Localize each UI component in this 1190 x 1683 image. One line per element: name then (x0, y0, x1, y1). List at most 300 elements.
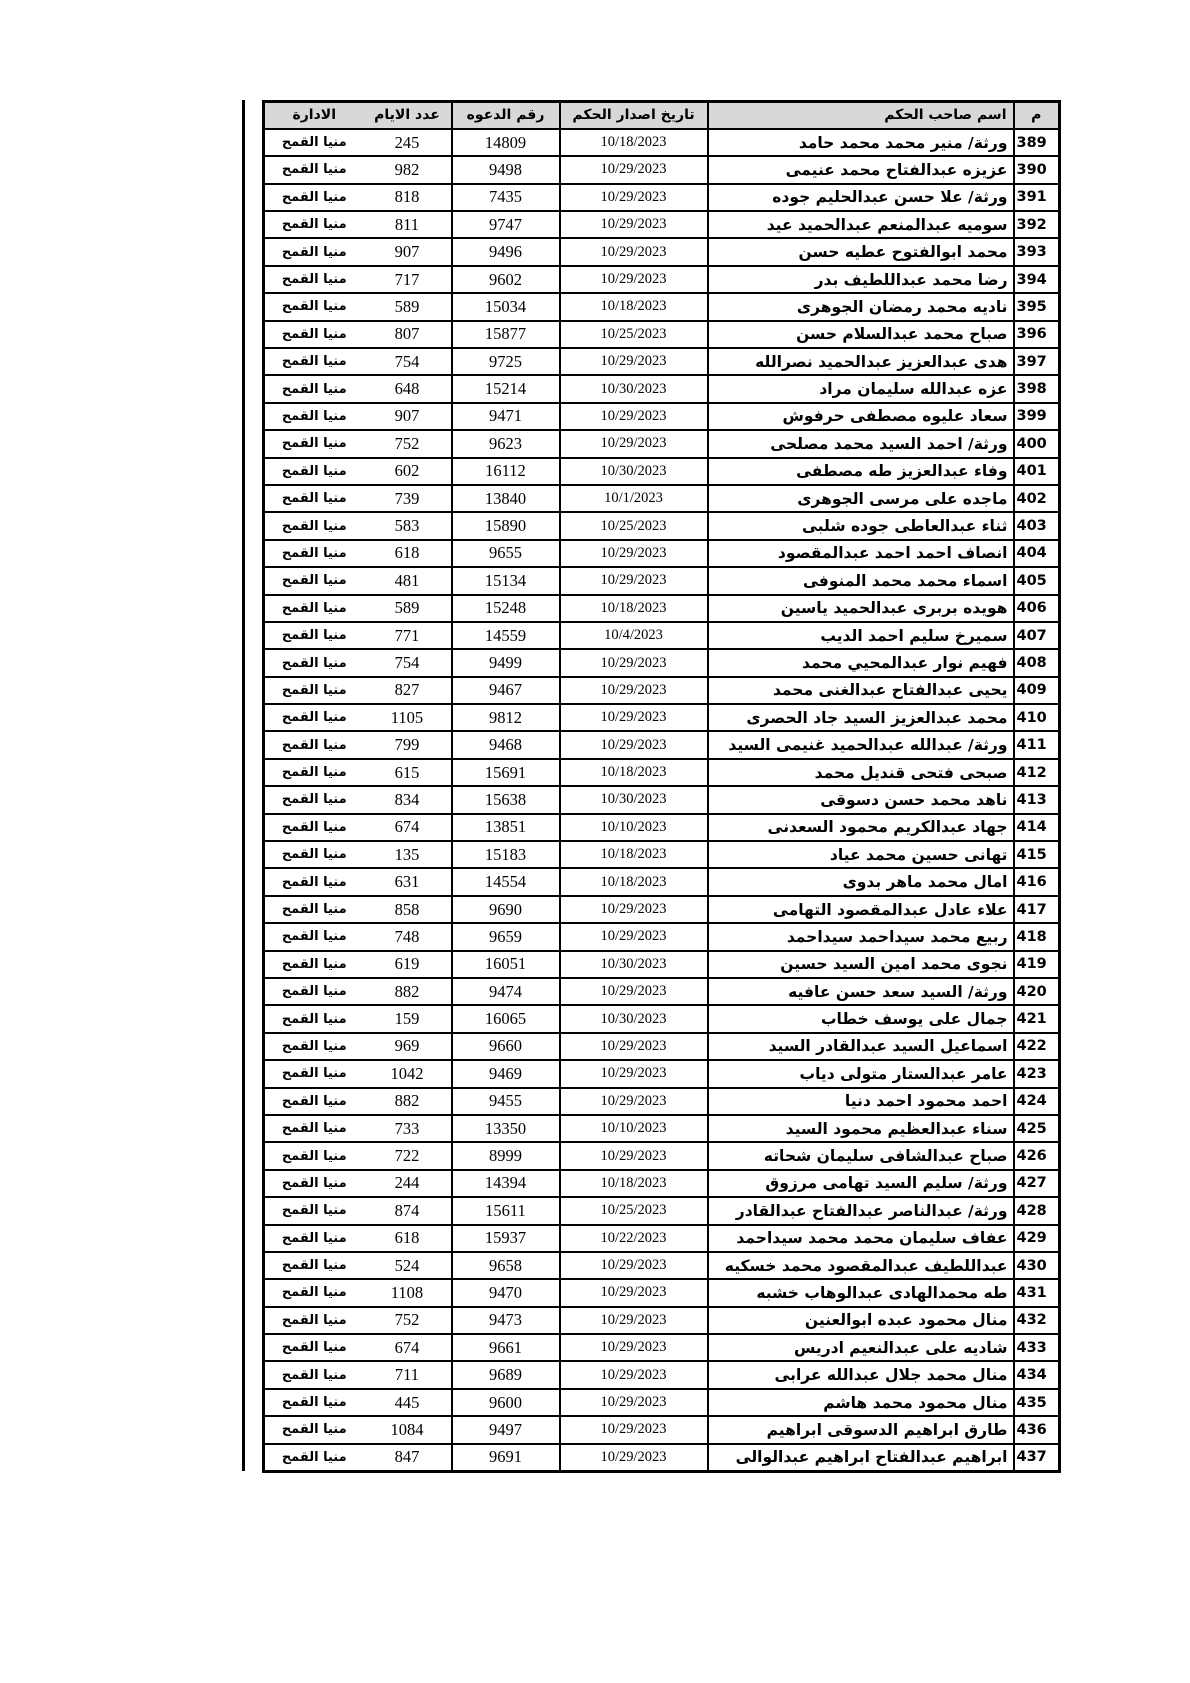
days-count: 1084 (364, 1416, 452, 1443)
case-number: 9474 (452, 978, 560, 1005)
judgment-holder-name: سعاد عليوه مصطفى حرفوش (708, 403, 1014, 430)
row-serial-number: 418 (1014, 923, 1060, 950)
row-serial-number: 408 (1014, 649, 1060, 676)
case-number: 9497 (452, 1416, 560, 1443)
administration-name: منيا القمح (264, 375, 364, 402)
table-row (264, 485, 1060, 512)
judgment-holder-name: ابراهيم عبدالفتاح ابراهيم عبدالوالى (708, 1444, 1014, 1471)
judgment-issue-date: 10/29/2023 (560, 266, 708, 293)
row-serial-number: 398 (1014, 375, 1060, 402)
administration-name: منيا القمح (264, 978, 364, 1005)
judgment-issue-date: 10/22/2023 (560, 1225, 708, 1252)
judgment-holder-name: وفاء عبدالعزيز طه مصطفى (708, 458, 1014, 485)
judgment-issue-date: 10/29/2023 (560, 238, 708, 265)
case-number: 9496 (452, 238, 560, 265)
table-body (264, 129, 1060, 1471)
case-number: 9691 (452, 1444, 560, 1471)
administration-name: منيا القمح (264, 704, 364, 731)
administration-name: منيا القمح (264, 896, 364, 923)
case-number: 9470 (452, 1279, 560, 1306)
judgment-issue-date: 10/4/2023 (560, 622, 708, 649)
row-serial-number: 413 (1014, 786, 1060, 813)
case-number: 15248 (452, 595, 560, 622)
administration-name: منيا القمح (264, 1005, 364, 1032)
table-row (264, 896, 1060, 923)
table-row (264, 512, 1060, 539)
case-number: 9812 (452, 704, 560, 731)
case-number: 9658 (452, 1252, 560, 1279)
days-count: 907 (364, 403, 452, 430)
table-row (264, 211, 1060, 238)
judgment-issue-date: 10/18/2023 (560, 868, 708, 895)
table-row (264, 348, 1060, 375)
row-serial-number: 404 (1014, 540, 1060, 567)
days-count: 618 (364, 540, 452, 567)
row-serial-number: 412 (1014, 759, 1060, 786)
row-serial-number: 422 (1014, 1033, 1060, 1060)
row-serial-number: 425 (1014, 1115, 1060, 1142)
table-row (264, 595, 1060, 622)
days-count: 619 (364, 951, 452, 978)
case-number: 16065 (452, 1005, 560, 1032)
administration-name: منيا القمح (264, 1416, 364, 1443)
table-row (264, 1307, 1060, 1334)
row-serial-number: 416 (1014, 868, 1060, 895)
table-row (264, 1088, 1060, 1115)
days-count: 674 (364, 1334, 452, 1361)
judgment-holder-name: هويده بربرى عبدالحميد ياسين (708, 595, 1014, 622)
days-count: 589 (364, 293, 452, 320)
judgment-holder-name: ناهد محمد حسن دسوقى (708, 786, 1014, 813)
days-count: 135 (364, 841, 452, 868)
table-row (264, 156, 1060, 183)
judgment-holder-name: سوميه عبدالمنعم عبدالحميد عيد (708, 211, 1014, 238)
days-count: 907 (364, 238, 452, 265)
row-serial-number: 395 (1014, 293, 1060, 320)
judgment-issue-date: 10/29/2023 (560, 1060, 708, 1087)
administration-name: منيا القمح (264, 321, 364, 348)
days-count: 524 (364, 1252, 452, 1279)
judgment-issue-date: 10/30/2023 (560, 786, 708, 813)
administration-name: منيا القمح (264, 238, 364, 265)
days-count: 858 (364, 896, 452, 923)
case-number: 9655 (452, 540, 560, 567)
table-row (264, 1444, 1060, 1471)
days-count: 771 (364, 622, 452, 649)
table-row (264, 622, 1060, 649)
table-row (264, 1252, 1060, 1279)
administration-name: منيا القمح (264, 1197, 364, 1224)
judgment-holder-name: ورثة/ السيد سعد حسن عافيه (708, 978, 1014, 1005)
administration-name: منيا القمح (264, 868, 364, 895)
judgment-issue-date: 10/29/2023 (560, 1307, 708, 1334)
table-row (264, 731, 1060, 758)
row-serial-number: 392 (1014, 211, 1060, 238)
judgment-holder-name: منال محمد جلال عبدالله عرابى (708, 1361, 1014, 1388)
judgment-holder-name: صبحى فتحى قنديل محمد (708, 759, 1014, 786)
judgment-holder-name: اسماء محمد محمد المنوفى (708, 567, 1014, 594)
row-serial-number: 437 (1014, 1444, 1060, 1471)
administration-name: منيا القمح (264, 211, 364, 238)
judgment-holder-name: فهيم نوار عبدالمحيي محمد (708, 649, 1014, 676)
judgment-holder-name: منال محمود محمد هاشم (708, 1389, 1014, 1416)
days-count: 754 (364, 348, 452, 375)
judgment-issue-date: 10/30/2023 (560, 375, 708, 402)
days-count: 602 (364, 458, 452, 485)
judgment-holder-name: تهانى حسين محمد عياد (708, 841, 1014, 868)
table-row (264, 649, 1060, 676)
judgment-holder-name: سميرخ سليم احمد الديب (708, 622, 1014, 649)
case-number: 9467 (452, 677, 560, 704)
case-number: 7435 (452, 184, 560, 211)
case-number: 13851 (452, 814, 560, 841)
judgment-holder-name: ورثة/ عبدالناصر عبدالفتاح عبدالقادر (708, 1197, 1014, 1224)
row-serial-number: 389 (1014, 129, 1060, 156)
case-number: 14809 (452, 129, 560, 156)
row-serial-number: 428 (1014, 1197, 1060, 1224)
row-serial-number: 405 (1014, 567, 1060, 594)
administration-name: منيا القمح (264, 814, 364, 841)
case-number: 9469 (452, 1060, 560, 1087)
case-number: 9660 (452, 1033, 560, 1060)
judgment-issue-date: 10/18/2023 (560, 595, 708, 622)
days-count: 722 (364, 1142, 452, 1169)
administration-name: منيا القمح (264, 1361, 364, 1388)
judgment-issue-date: 10/29/2023 (560, 1389, 708, 1416)
judgment-holder-name: يحيى عبدالفتاح عبدالغنى محمد (708, 677, 1014, 704)
judgment-holder-name: سناء عبدالعظيم محمود السيد (708, 1115, 1014, 1142)
judgment-issue-date: 10/29/2023 (560, 1279, 708, 1306)
case-number: 14554 (452, 868, 560, 895)
administration-name: منيا القمح (264, 1142, 364, 1169)
table-row (264, 1142, 1060, 1169)
left-vertical-rule (242, 100, 245, 1471)
header-days-count: عدد الايام (364, 102, 452, 129)
judgment-issue-date: 10/25/2023 (560, 1197, 708, 1224)
case-number: 15034 (452, 293, 560, 320)
days-count: 244 (364, 1170, 452, 1197)
row-serial-number: 419 (1014, 951, 1060, 978)
judgment-holder-name: منال محمود عبده ابوالعنين (708, 1307, 1014, 1334)
table-row (264, 1115, 1060, 1142)
case-number: 9747 (452, 211, 560, 238)
days-count: 818 (364, 184, 452, 211)
judgment-holder-name: رضا محمد عبداللطيف بدر (708, 266, 1014, 293)
judgment-holder-name: عبداللطيف عبدالمقصود محمد خسكيه (708, 1252, 1014, 1279)
header-serial-number: م (1014, 102, 1060, 129)
days-count: 589 (364, 595, 452, 622)
case-number: 16051 (452, 951, 560, 978)
administration-name: منيا القمح (264, 1279, 364, 1306)
row-serial-number: 401 (1014, 458, 1060, 485)
case-number: 9600 (452, 1389, 560, 1416)
days-count: 882 (364, 1088, 452, 1115)
judgment-issue-date: 10/29/2023 (560, 731, 708, 758)
table-row (264, 786, 1060, 813)
judgment-issue-date: 10/29/2023 (560, 1444, 708, 1471)
judgment-holder-name: ورثة/ منير محمد محمد حامد (708, 129, 1014, 156)
case-number: 8999 (452, 1142, 560, 1169)
days-count: 969 (364, 1033, 452, 1060)
judgment-holder-name: شاديه على عبدالنعيم ادريس (708, 1334, 1014, 1361)
administration-name: منيا القمح (264, 485, 364, 512)
table-row (264, 567, 1060, 594)
row-serial-number: 399 (1014, 403, 1060, 430)
judgment-issue-date: 10/25/2023 (560, 512, 708, 539)
row-serial-number: 436 (1014, 1416, 1060, 1443)
days-count: 159 (364, 1005, 452, 1032)
row-serial-number: 407 (1014, 622, 1060, 649)
days-count: 733 (364, 1115, 452, 1142)
judgment-issue-date: 10/18/2023 (560, 841, 708, 868)
table-row (264, 458, 1060, 485)
days-count: 245 (364, 129, 452, 156)
administration-name: منيا القمح (264, 786, 364, 813)
row-serial-number: 417 (1014, 896, 1060, 923)
row-serial-number: 433 (1014, 1334, 1060, 1361)
table-row (264, 129, 1060, 156)
judgment-issue-date: 10/29/2023 (560, 649, 708, 676)
row-serial-number: 406 (1014, 595, 1060, 622)
row-serial-number: 427 (1014, 1170, 1060, 1197)
administration-name: منيا القمح (264, 1307, 364, 1334)
table-row (264, 238, 1060, 265)
judgment-issue-date: 10/29/2023 (560, 430, 708, 457)
days-count: 631 (364, 868, 452, 895)
administration-name: منيا القمح (264, 540, 364, 567)
case-number: 15890 (452, 512, 560, 539)
table-row (264, 375, 1060, 402)
administration-name: منيا القمح (264, 1225, 364, 1252)
case-number: 9499 (452, 649, 560, 676)
judgment-issue-date: 10/30/2023 (560, 458, 708, 485)
days-count: 648 (364, 375, 452, 402)
table-row (264, 1197, 1060, 1224)
administration-name: منيا القمح (264, 567, 364, 594)
judgment-issue-date: 10/29/2023 (560, 1252, 708, 1279)
judgment-issue-date: 10/29/2023 (560, 348, 708, 375)
case-number: 15937 (452, 1225, 560, 1252)
judgment-holder-name: عزيزه عبدالفتاح محمد عنيمى (708, 156, 1014, 183)
days-count: 748 (364, 923, 452, 950)
row-serial-number: 432 (1014, 1307, 1060, 1334)
administration-name: منيا القمح (264, 1444, 364, 1471)
table-row (264, 1005, 1060, 1032)
judgment-holder-name: ورثة/ سليم السيد تهامى مرزوق (708, 1170, 1014, 1197)
table-row (264, 923, 1060, 950)
administration-name: منيا القمح (264, 759, 364, 786)
days-count: 717 (364, 266, 452, 293)
row-serial-number: 402 (1014, 485, 1060, 512)
row-serial-number: 410 (1014, 704, 1060, 731)
row-serial-number: 429 (1014, 1225, 1060, 1252)
administration-name: منيا القمح (264, 1060, 364, 1087)
judgment-holder-name: هدى عبدالعزيز عبدالحميد نصرالله (708, 348, 1014, 375)
days-count: 618 (364, 1225, 452, 1252)
days-count: 752 (364, 430, 452, 457)
judgment-issue-date: 10/29/2023 (560, 1416, 708, 1443)
days-count: 834 (364, 786, 452, 813)
judgment-holder-name: نجوى محمد امين السيد حسين (708, 951, 1014, 978)
judgment-issue-date: 10/29/2023 (560, 1142, 708, 1169)
judgment-holder-name: طه محمدالهادى عبدالوهاب خشبه (708, 1279, 1014, 1306)
table-row (264, 403, 1060, 430)
case-number: 9473 (452, 1307, 560, 1334)
judgment-holder-name: ثناء عبدالعاطى جوده شلبى (708, 512, 1014, 539)
case-number: 15183 (452, 841, 560, 868)
judgment-holder-name: عزه عبدالله سليمان مراد (708, 375, 1014, 402)
table-row (264, 1060, 1060, 1087)
days-count: 882 (364, 978, 452, 1005)
judgment-holder-name: محمد عبدالعزيز السيد جاد الحصرى (708, 704, 1014, 731)
days-count: 583 (364, 512, 452, 539)
days-count: 799 (364, 731, 452, 758)
row-serial-number: 396 (1014, 321, 1060, 348)
table-row (264, 814, 1060, 841)
case-number: 15214 (452, 375, 560, 402)
table-row (264, 1279, 1060, 1306)
days-count: 811 (364, 211, 452, 238)
row-serial-number: 411 (1014, 731, 1060, 758)
table-row (264, 841, 1060, 868)
table-row (264, 1170, 1060, 1197)
administration-name: منيا القمح (264, 731, 364, 758)
judgment-issue-date: 10/30/2023 (560, 951, 708, 978)
judgment-holder-name: عفاف سليمان محمد محمد سيداحمد (708, 1225, 1014, 1252)
table-row (264, 759, 1060, 786)
table-row (264, 293, 1060, 320)
row-serial-number: 394 (1014, 266, 1060, 293)
administration-name: منيا القمح (264, 841, 364, 868)
days-count: 445 (364, 1389, 452, 1416)
administration-name: منيا القمح (264, 184, 364, 211)
case-number: 14394 (452, 1170, 560, 1197)
judgment-issue-date: 10/29/2023 (560, 923, 708, 950)
administration-name: منيا القمح (264, 677, 364, 704)
table-row (264, 321, 1060, 348)
judgment-holder-name: اسماعيل السيد عبدالقادر السيد (708, 1033, 1014, 1060)
judgment-issue-date: 10/18/2023 (560, 293, 708, 320)
row-serial-number: 397 (1014, 348, 1060, 375)
case-number: 15134 (452, 567, 560, 594)
judgment-holder-name: ربيع محمد سيداحمد سيداحمد (708, 923, 1014, 950)
table-row (264, 1334, 1060, 1361)
table-row (264, 677, 1060, 704)
judgment-issue-date: 10/29/2023 (560, 1334, 708, 1361)
header-judgment-date: تاريخ اصدار الحكم (560, 102, 708, 129)
case-number: 15691 (452, 759, 560, 786)
judgment-issue-date: 10/29/2023 (560, 896, 708, 923)
administration-name: منيا القمح (264, 293, 364, 320)
judgment-holder-name: صباح عبدالشافى سليمان شحاته (708, 1142, 1014, 1169)
table-row (264, 704, 1060, 731)
days-count: 827 (364, 677, 452, 704)
administration-name: منيا القمح (264, 595, 364, 622)
administration-name: منيا القمح (264, 1088, 364, 1115)
table-row (264, 978, 1060, 1005)
case-number: 9659 (452, 923, 560, 950)
administration-name: منيا القمح (264, 1334, 364, 1361)
administration-name: منيا القمح (264, 266, 364, 293)
administration-name: منيا القمح (264, 348, 364, 375)
judgment-issue-date: 10/29/2023 (560, 403, 708, 430)
case-number: 9471 (452, 403, 560, 430)
row-serial-number: 426 (1014, 1142, 1060, 1169)
table-row (264, 868, 1060, 895)
administration-name: منيا القمح (264, 403, 364, 430)
header-judgment-holder: اسم صاحب الحكم (708, 102, 1014, 129)
administration-name: منيا القمح (264, 649, 364, 676)
row-serial-number: 420 (1014, 978, 1060, 1005)
days-count: 847 (364, 1444, 452, 1471)
days-count: 754 (364, 649, 452, 676)
days-count: 1042 (364, 1060, 452, 1087)
row-serial-number: 431 (1014, 1279, 1060, 1306)
judgment-issue-date: 10/29/2023 (560, 156, 708, 183)
case-number: 9690 (452, 896, 560, 923)
judgment-holder-name: عامر عبدالستار متولى دياب (708, 1060, 1014, 1087)
days-count: 1108 (364, 1279, 452, 1306)
days-count: 982 (364, 156, 452, 183)
judgment-holder-name: ماجده على مرسى الجوهرى (708, 485, 1014, 512)
days-count: 752 (364, 1307, 452, 1334)
judgment-issue-date: 10/10/2023 (560, 814, 708, 841)
administration-name: منيا القمح (264, 923, 364, 950)
row-serial-number: 434 (1014, 1361, 1060, 1388)
judgment-issue-date: 10/29/2023 (560, 1033, 708, 1060)
row-serial-number: 435 (1014, 1389, 1060, 1416)
table-row (264, 1361, 1060, 1388)
case-number: 14559 (452, 622, 560, 649)
header-case-number: رقم الدعوه (452, 102, 560, 129)
judgment-issue-date: 10/1/2023 (560, 485, 708, 512)
judgment-holder-name: ناديه محمد رمضان الجوهرى (708, 293, 1014, 320)
judgment-issue-date: 10/29/2023 (560, 704, 708, 731)
judgment-issue-date: 10/29/2023 (560, 978, 708, 1005)
row-serial-number: 421 (1014, 1005, 1060, 1032)
case-number: 9498 (452, 156, 560, 183)
table-row (264, 266, 1060, 293)
row-serial-number: 409 (1014, 677, 1060, 704)
table-row (264, 430, 1060, 457)
judgment-issue-date: 10/10/2023 (560, 1115, 708, 1142)
judgment-holder-name: ورثة/ احمد السيد محمد مصلحى (708, 430, 1014, 457)
table-row (264, 540, 1060, 567)
administration-name: منيا القمح (264, 622, 364, 649)
judgment-issue-date: 10/29/2023 (560, 211, 708, 238)
row-serial-number: 390 (1014, 156, 1060, 183)
case-number: 9725 (452, 348, 560, 375)
judgment-holder-name: جهاد عبدالكريم محمود السعدنى (708, 814, 1014, 841)
judgment-issue-date: 10/29/2023 (560, 567, 708, 594)
judgment-holder-name: جمال على يوسف خطاب (708, 1005, 1014, 1032)
administration-name: منيا القمح (264, 458, 364, 485)
judgment-holder-name: ورثة/ علا حسن عبدالحليم جوده (708, 184, 1014, 211)
case-number: 9689 (452, 1361, 560, 1388)
row-serial-number: 414 (1014, 814, 1060, 841)
judgment-issue-date: 10/29/2023 (560, 1088, 708, 1115)
administration-name: منيا القمح (264, 1115, 364, 1142)
administration-name: منيا القمح (264, 1033, 364, 1060)
table-row (264, 1225, 1060, 1252)
judgment-holder-name: طارق ابراهيم الدسوقى ابراهيم (708, 1416, 1014, 1443)
days-count: 874 (364, 1197, 452, 1224)
days-count: 1105 (364, 704, 452, 731)
case-number: 13350 (452, 1115, 560, 1142)
row-serial-number: 430 (1014, 1252, 1060, 1279)
case-number: 15611 (452, 1197, 560, 1224)
case-number: 15638 (452, 786, 560, 813)
